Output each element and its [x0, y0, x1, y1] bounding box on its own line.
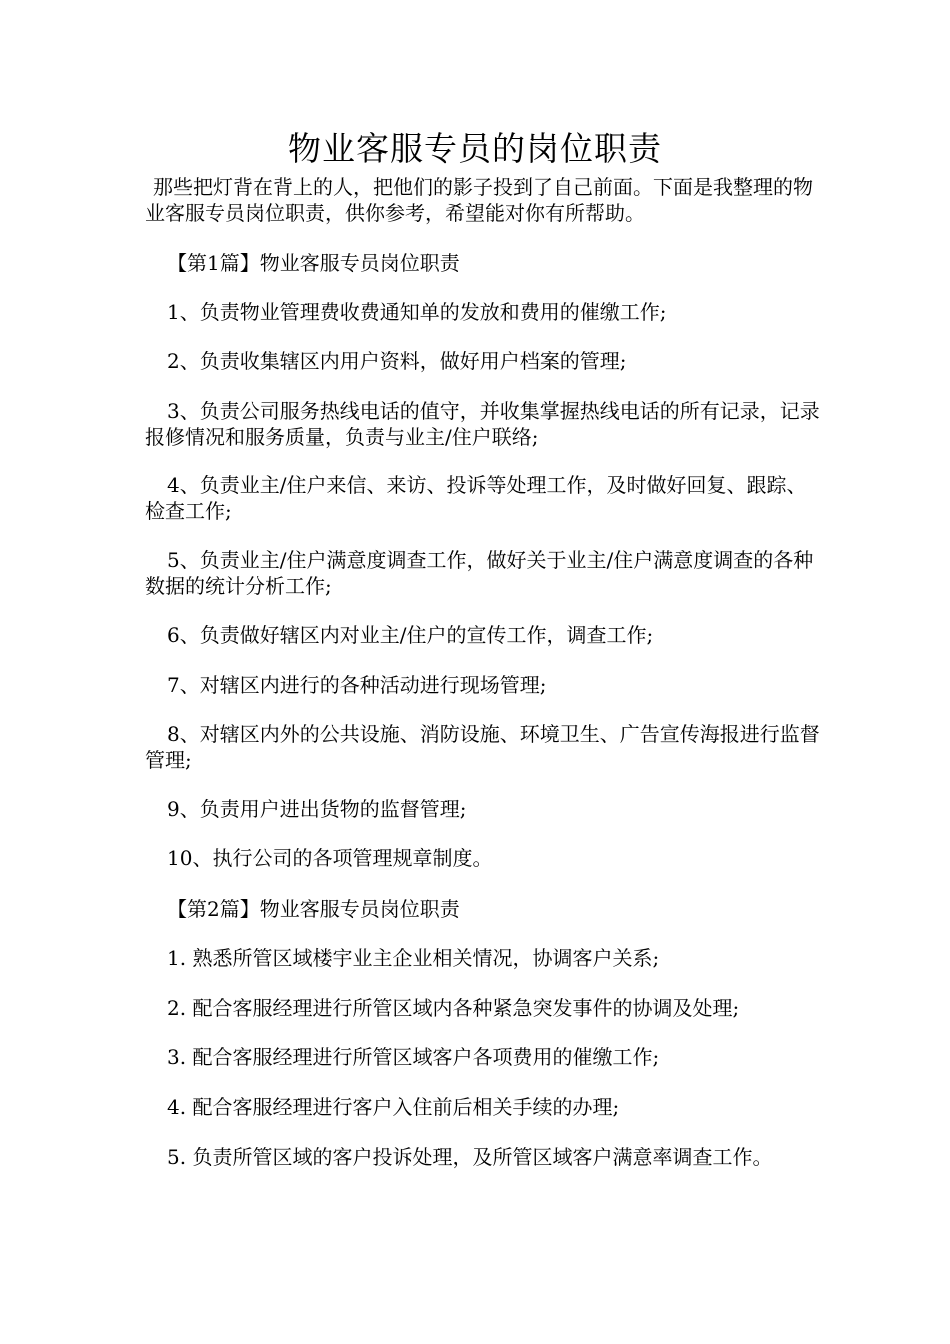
section-1-item: 2、负责收集辖区内用户资料，做好用户档案的管理;	[167, 349, 627, 373]
intro-paragraph: 那些把灯背在背上的人，把他们的影子投到了自己前面。下面是我整理的物业客服专员岗位职责，供你参考，希望能对你有所帮助。	[145, 175, 813, 225]
section-1-item: 4、负责业主/住户来信、来访、投诉等处理工作，及时做好回复、跟踪、检查工作;	[145, 473, 807, 523]
section-2-item: 1. 熟悉所管区域楼宇业主企业相关情况，协调客户关系;	[167, 946, 660, 970]
section-1-item: 10、执行公司的各项管理规章制度。	[167, 846, 493, 870]
section-1-item: 8、对辖区内外的公共设施、消防设施、环境卫生、广告宣传海报进行监督管理;	[145, 722, 820, 772]
section-2-item: 2. 配合客服经理进行所管区域内各种紧急突发事件的协调及处理;	[167, 996, 740, 1020]
section-2-item: 5. 负责所管区域的客户投诉处理，及所管区域客户满意率调查工作。	[167, 1145, 773, 1169]
section-2-heading: 【第2篇】物业客服专员岗位职责	[167, 897, 460, 921]
document-title: 物业客服专员的岗位职责	[288, 129, 662, 168]
section-1-item: 7、对辖区内进行的各种活动进行现场管理;	[167, 673, 547, 697]
section-2-item: 3. 配合客服经理进行所管区域客户各项费用的催缴工作;	[167, 1045, 660, 1069]
section-2-item: 4. 配合客服经理进行客户入住前后相关手续的办理;	[167, 1095, 620, 1119]
section-1-heading: 【第1篇】物业客服专员岗位职责	[167, 251, 460, 275]
section-1-item: 9、负责用户进出货物的监督管理;	[167, 797, 467, 821]
section-1-item: 6、负责做好辖区内对业主/住户的宣传工作，调查工作;	[167, 623, 654, 647]
section-1-item: 5、负责业主/住户满意度调查工作，做好关于业主/住户满意度调查的各种数据的统计分析工作;	[145, 548, 814, 598]
section-1-item: 1、负责物业管理费收费通知单的发放和费用的催缴工作;	[167, 300, 667, 324]
section-1-item: 3、负责公司服务热线电话的值守，并收集掌握热线电话的所有记录，记录报修情况和服务质量，负责与业主/住户联络;	[145, 399, 820, 449]
